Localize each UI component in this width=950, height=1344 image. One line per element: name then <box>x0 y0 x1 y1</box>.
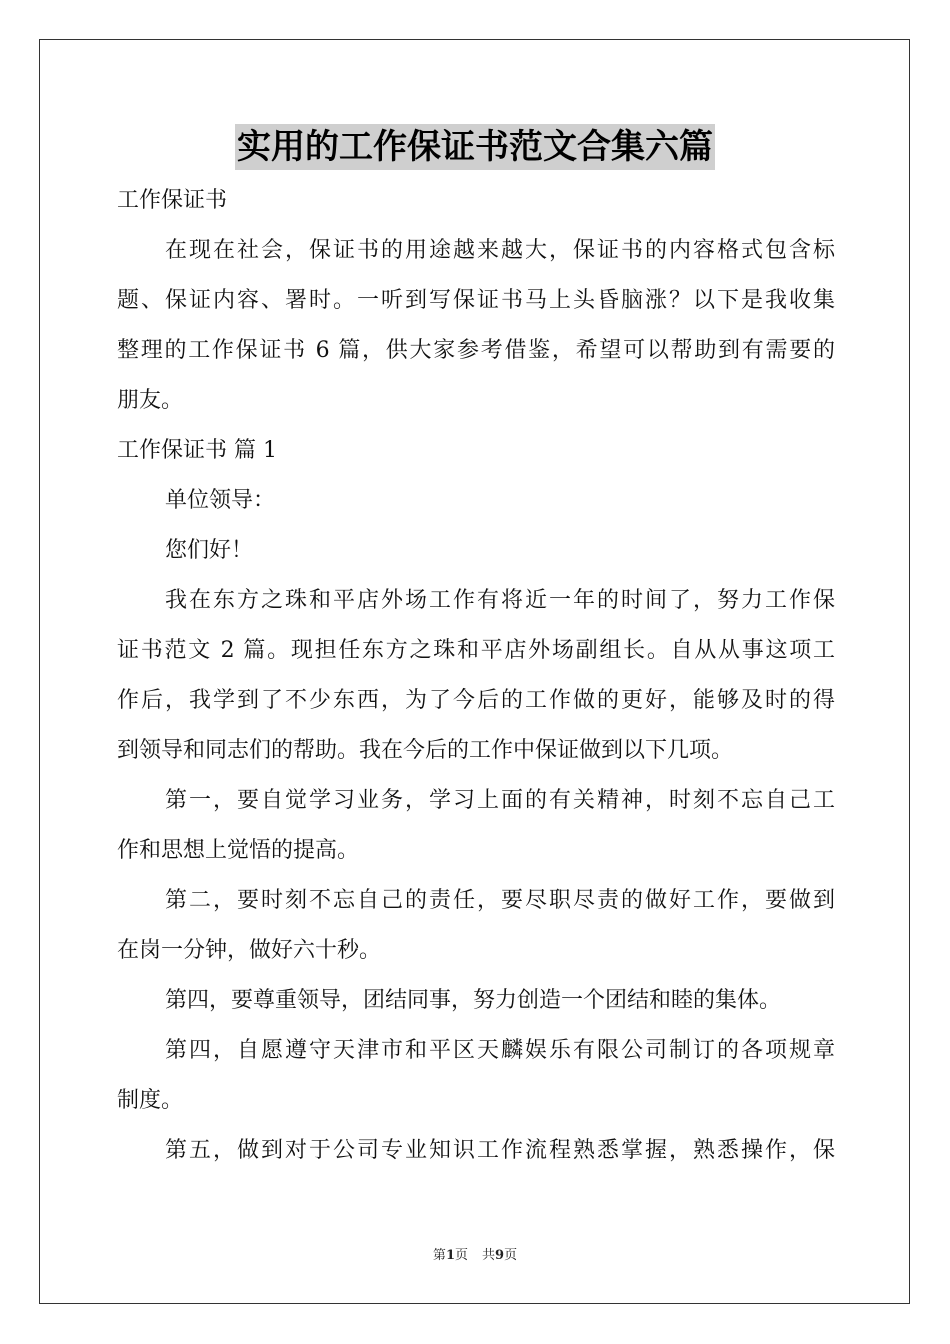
text-line: 证书范文 2 篇。现担任东方之珠和平店外场副组长。自从从事这项工 <box>117 638 835 663</box>
text-line: 在岗一分钟，做好六十秒。 <box>117 938 382 963</box>
text-line: 到领导和同志们的帮助。我在今后的工作中保证做到以下几项。 <box>117 738 734 763</box>
text-line: 我在东方之珠和平店外场工作有将近一年的时间了，努力工作保 <box>165 588 835 613</box>
total-pages-indicator: 共9页 <box>482 1248 518 1263</box>
text-line: 在现在社会，保证书的用途越来越大，保证书的内容格式包含标 <box>165 238 835 263</box>
text-line: 整理的工作保证书 6 篇，供大家参考借鉴，希望可以帮助到有需要的 <box>117 338 835 363</box>
text-line: 题、保证内容、署时。一听到写保证书马上头昏脑涨？以下是我收集 <box>117 288 835 313</box>
text-line: 作后，我学到了不少东西，为了今后的工作做的更好，能够及时的得 <box>117 688 835 713</box>
text-line: 单位领导： <box>165 488 276 513</box>
text-line: 第四，要尊重领导，团结同事，努力创造一个团结和睦的集体。 <box>165 988 782 1013</box>
page-footer <box>0 1244 950 1263</box>
text-line: 制度。 <box>117 1088 184 1113</box>
page-indicator: 第1页 <box>432 1248 468 1263</box>
text-line: 朋友。 <box>117 388 184 413</box>
page-number: 1 <box>445 1248 455 1263</box>
title-container <box>0 124 950 170</box>
document-body <box>117 176 835 1176</box>
text-line: 您们好！ <box>165 538 254 563</box>
text-line: 第一，要自觉学习业务，学习上面的有关精神，时刻不忘自己工 <box>165 788 835 813</box>
total-pages: 9 <box>495 1248 505 1263</box>
text-line: 工作保证书 <box>117 188 228 213</box>
document-title: 实用的工作保证书范文合集六篇 <box>235 124 715 170</box>
text-line: 第二，要时刻不忘自己的责任，要尽职尽责的做好工作，要做到 <box>165 888 835 913</box>
text-line: 第五，做到对于公司专业知识工作流程熟悉掌握，熟悉操作，保 <box>165 1138 835 1163</box>
text-line: 工作保证书 篇 1 <box>117 438 277 463</box>
text-line: 第四，自愿遵守天津市和平区天麟娱乐有限公司制订的各项规章 <box>165 1038 835 1063</box>
text-line: 作和思想上觉悟的提高。 <box>117 838 360 863</box>
